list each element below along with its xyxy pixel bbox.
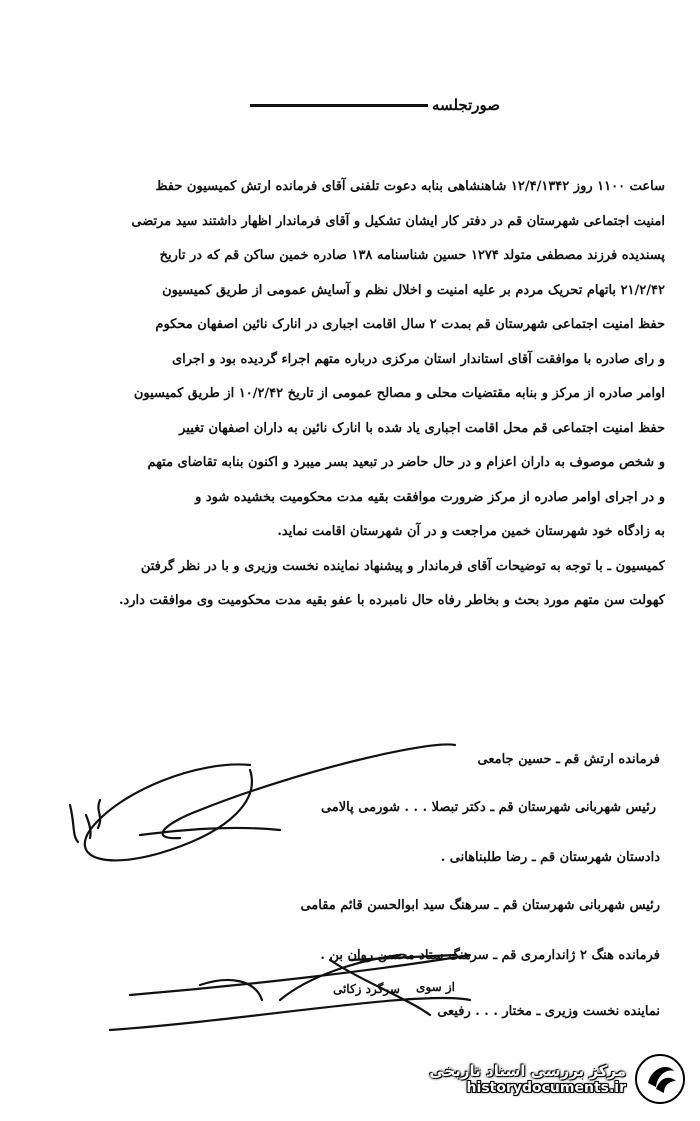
signature-stroke (140, 828, 280, 835)
signatory-line: نماینده نخست وزیری ـ مختار . . . رفیعی (437, 1004, 660, 1019)
body-line: پسندیده فرزند مصطفی متولد ۱۲۷۴ حسین شناسنامه ۱۳۸ صادره خمین ساکن قم که در تاریخ (159, 248, 665, 263)
signatory-line: رئیس شهربانی شهرستان قم ـ دکتر تبصلا . . . شورمی پالامی (320, 800, 656, 815)
signatory-line: فرمانده هنگ ۲ ژاندارمری قم ـ سرهنگ ستاد محسن روان بن . (320, 948, 660, 963)
signatory-line: فرمانده ارتش قم ـ حسین جامعی (477, 752, 660, 767)
signatory-line: دادستان شهرستان قم ـ رضا طلبناهانی . (440, 850, 660, 865)
body-line: ساعت ۱۱۰۰ روز ۱۲/۴/۱۳۴۲ شاهنشاهی بنابه دعوت تلفنی آقای فرمانده ارتش کمیسیون حفظ (155, 179, 665, 194)
document-body (40, 170, 665, 619)
body-line: کهولت سن متهم مورد بحث و بخاطر رفاه حال نامبرده با عفو بقیه مدت محکومیت وی موافقت دارد. (118, 593, 665, 608)
body-line: حفظ امنیت اجتماعی قم محل اقامت اجباری یاد شده با انارک نائین به داران اصفهان تغییر (179, 420, 665, 436)
signature-stroke (163, 744, 455, 838)
signature-note: از سوی (416, 980, 455, 994)
document-title: صورتجلسه (432, 96, 500, 114)
body-line: و شخص موصوف به داران اعزام و در حال حاضر در تبعید بسر میبرد و اکنون بنابه تقاضای متهم (147, 455, 665, 470)
body-line: امنیت اجتماعی شهرستان قم در دفتر کار ایشان تشکیل و آقای فرماندار اظهار داشتند سید مرتضی (131, 213, 665, 229)
signature-note-name: سرگرد زکائی (332, 982, 400, 996)
signature-stroke (110, 998, 470, 1030)
document-header (250, 96, 500, 114)
body-line: اوامر صادره از مرکز و بنابه مقتضیات محلی و مصالح عمومی از تاریخ ۱۰/۲/۴۲ از طریق کمیسیون (133, 386, 665, 401)
document-archive-logo-icon (634, 1053, 686, 1105)
signature-loop (85, 764, 252, 860)
body-line: به زادگاه خود شهرستان خمین مراجعت و در آن شهرستان اقامت نماید. (277, 524, 665, 539)
title-rule (250, 104, 428, 107)
signatory-line: رئیس شهربانی شهرستان قم ـ سرهنگ سید ابوالحسن قائم مقامی (300, 898, 660, 913)
body-line: حفظ امنیت اجتماعی شهرستان قم بمدت ۲ سال اقامت اجباری در انارک نائین اصفهان محکوم (155, 317, 665, 332)
watermark-text (429, 1062, 626, 1096)
body-line: و در اجرای اوامر صادره از مرکز ضرورت موافقت بقیه مدت محکومیت بخشیده شود و (195, 489, 665, 505)
body-line: و رای صادره با موافقت آقای استاندار استان مرکزی درباره متهم اجراء گردیده بود و اجرای (171, 351, 665, 367)
body-line: کمیسیون ـ با توجه به توضیحات آقای فرماندار و پیشنهاد نماینده نخست وزیری و با در نظر گرفتن (140, 558, 665, 574)
watermark-name: مرکز بررسی اسناد تاریخی (429, 1062, 626, 1080)
signature-initials (70, 800, 100, 842)
watermark (429, 1053, 686, 1105)
watermark-url[interactable]: historydocuments.ir (466, 1080, 626, 1096)
body-line: ۲۱/۲/۴۲ باتهام تحریک مردم بر علیه امنیت و اخلال نظم و آسایش عمومی از طریق کمیسیون (162, 282, 665, 298)
signature-stroke (200, 980, 262, 1000)
